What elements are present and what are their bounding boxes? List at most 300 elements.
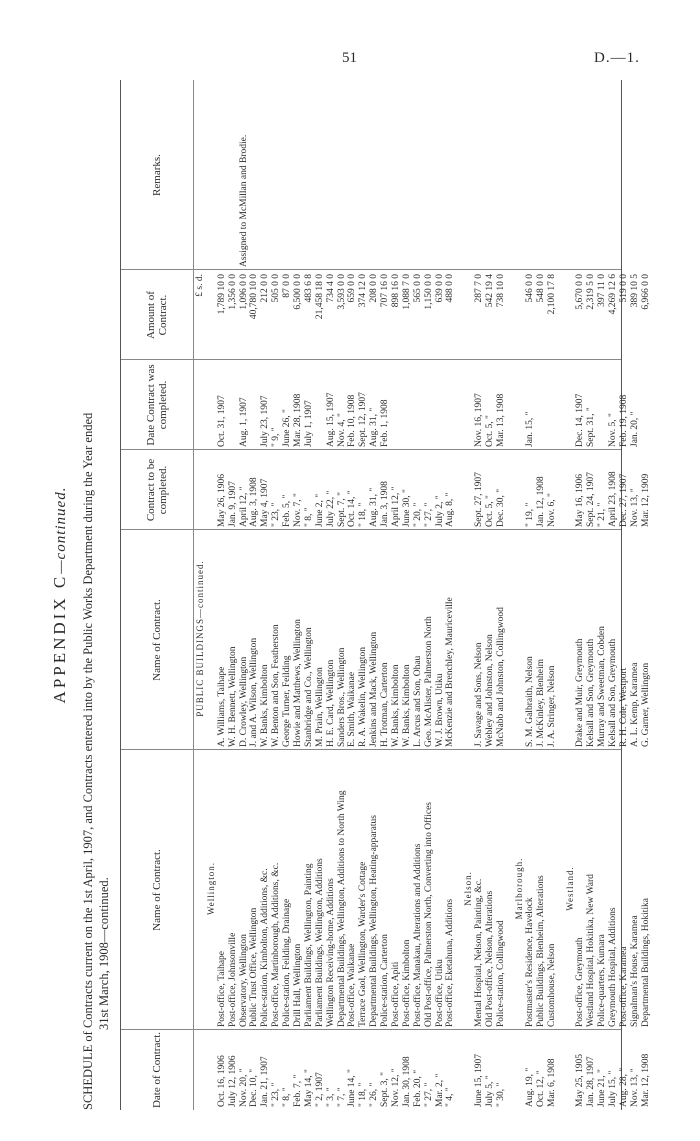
table-cell-completed: Mar. 13, 1908 (496, 393, 507, 447)
table-cell-to-complete: Oct. 14, " (347, 490, 358, 527)
table-cell-amount: 287 7 0 (474, 274, 485, 303)
table-cell-name: Police-quarters, Kumara (597, 934, 608, 1027)
table-cell-name: Wellington Receiving-home, Additions (325, 878, 336, 1027)
table-cell-completed (249, 360, 260, 450)
table-cell-contractor: J. and A. Wilson, Wellington (249, 637, 260, 747)
table-cell-amount: 1,789 10 0 (216, 274, 227, 315)
table-cell-remarks (413, 80, 424, 270)
table-cell-date: " 8, " (282, 1087, 293, 1107)
table-cell-name: Observatory, Wellington (238, 934, 249, 1027)
table-cell-completed: Sept. 12, 1907 (358, 392, 369, 447)
table-cell-to-complete: Mar. 12, 1909 (640, 473, 651, 527)
table-cell-remarks (474, 80, 485, 270)
col-amount (121, 269, 651, 360)
table-cell-amount: 548 0 0 (535, 274, 546, 303)
table-cell-amount: 639 0 0 (434, 274, 445, 303)
table-cell-remarks (217, 80, 228, 270)
table-cell-completed (536, 360, 547, 450)
table-cell-remarks (586, 80, 597, 270)
table-cell-contractor: W. H. Bennett, Wellington (227, 646, 238, 747)
table-cell-amount: 389 10 5 (629, 274, 640, 308)
table-cell-amount: 898 16 0 (391, 274, 402, 308)
table-cell-completed: Dec. 14, 1907 (575, 393, 586, 447)
col-contractor (121, 529, 651, 750)
table-cell-date: June 21, " (597, 1069, 608, 1107)
table-cell-amount: 87 0 0 (282, 274, 293, 298)
section-gap (558, 80, 565, 270)
header-name: Name of Contract. (121, 750, 194, 1030)
spacer-cell (514, 360, 525, 450)
spacer-cell (565, 530, 576, 750)
table-cell-completed: Nov. 4, " (336, 413, 347, 447)
table-cell-completed: Sept. 31, " (586, 407, 597, 447)
table-cell-name: Post-office, Kimbolton (401, 939, 412, 1027)
table-cell-completed: Aug. 1, 1907 (238, 397, 249, 447)
spacer-cell (195, 80, 206, 270)
table-cell-remarks (293, 80, 304, 270)
table-cell-date: Aug. 19, " (524, 1067, 535, 1107)
spacer-cell (514, 270, 525, 360)
table-cell-amount: 5,670 0 0 (575, 274, 586, 310)
table-cell-completed: Jan. 20, " (629, 411, 640, 447)
table-cell-to-complete: May 26, 1906 (216, 473, 227, 527)
table-cell-amount: 546 0 0 (524, 274, 535, 303)
spacer-cell (463, 360, 474, 450)
table-cell-contractor: Stanbridge and Co., Wellington (303, 627, 314, 747)
section-gap (558, 270, 565, 360)
table-cell-remarks (282, 80, 293, 270)
spacer-cell (565, 450, 576, 530)
section-heading: Wellington. (205, 861, 216, 916)
table-cell-contractor: W. Benton and Son, Featherston (271, 624, 282, 747)
table-cell-completed: Feb. 1, 1908 (380, 399, 391, 447)
section-gap (507, 360, 514, 450)
spacer-cell (195, 450, 206, 530)
table-cell-to-complete: April 12, " (238, 486, 249, 527)
table-cell-remarks (369, 80, 380, 270)
table-cell-contractor: George Turner, Feilding (282, 655, 293, 747)
table-cell-contractor: Kelsall and Son, Greymouth (586, 638, 597, 747)
table-cell-remarks (260, 80, 271, 270)
table-cell-to-complete: " 23, " (271, 502, 282, 527)
table-cell-amount: 208 0 0 (369, 274, 380, 303)
table-cell-remarks (326, 80, 337, 270)
spacer-cell (463, 530, 474, 750)
table-cell-date: " 3, " (325, 1087, 336, 1107)
table-cell-to-complete: Oct. 5, " (485, 495, 496, 527)
table-cell-contractor: W. Banks, Kimbolton (260, 664, 271, 747)
table-cell-to-complete: " 19, " (524, 502, 535, 527)
table-cell-completed: Oct. 31, 1907 (216, 395, 227, 447)
table-cell-remarks (380, 80, 391, 270)
table-cell-date: July 15, " (608, 1070, 619, 1107)
table-cell-to-complete: " 21, " (597, 502, 608, 527)
table-cell-date: " 18, " (358, 1082, 369, 1107)
table-cell-date: " 27, " (423, 1082, 434, 1107)
spacer-cell (514, 80, 525, 270)
table-cell-date: Nov. 12, " (391, 1068, 402, 1107)
spacer-cell (195, 360, 206, 450)
table-cell-to-complete: Nov. 6, " (546, 493, 557, 527)
table-cell-completed (315, 360, 326, 450)
table-cell-remarks (271, 80, 282, 270)
section-gap (558, 360, 565, 450)
table-cell-amount: 3,593 0 0 (336, 274, 347, 310)
spacer-cell (206, 80, 217, 270)
section-gap (558, 750, 565, 1030)
contractor-cells (195, 530, 659, 750)
table-cell-completed: Feb. 10, 1908 (347, 394, 358, 447)
table-cell-date: " 2, 1907 (314, 1072, 325, 1107)
spacer-cell (514, 1030, 525, 1110)
section-gap (456, 450, 463, 530)
table-cell-name: Post-office, Utiku (434, 959, 445, 1027)
table-cell-amount: 4,269 12 6 (608, 274, 619, 315)
table-cell-date: Jan. 21, 1907 (260, 1056, 271, 1107)
table-cell-date: Sept. 3, " (380, 1071, 391, 1107)
table-cell-contractor: J. McKinley, Blenheim (535, 658, 546, 747)
table-cell-name: Post-office, Manakau, Alterations and Additions (412, 843, 423, 1027)
table-cell-completed (424, 360, 435, 450)
remarks-cells (195, 80, 659, 270)
table-cell-completed (597, 360, 608, 450)
table-cell-contractor: McNabb and Johnston, Collingwood (496, 607, 507, 747)
completed-cells (195, 360, 659, 450)
table-cell-amount: 488 0 0 (445, 274, 456, 303)
table-cell-amount: 6,500 0 0 (293, 274, 304, 310)
section-gap (456, 750, 463, 1030)
table-cell-name: Parliament Buildings, Wellington, Additions (314, 858, 325, 1027)
table-cell-amount: 2,319 5 0 (586, 274, 597, 310)
spacer-cell (565, 80, 576, 270)
table-cell-to-complete: Jan. 12, 1908 (535, 476, 546, 527)
table-cell-amount: 542 19 4 (485, 274, 496, 308)
table-cell-contractor: S. M. Galbraith, Nelson (524, 656, 535, 747)
table-cell-completed (547, 360, 558, 450)
spacer-cell (206, 450, 217, 530)
section-gap (507, 80, 514, 270)
section-gap (558, 530, 565, 750)
contracts-table (120, 80, 651, 1110)
table-cell-contractor: Kelsall and Son, Greymouth (608, 638, 619, 747)
section-gap (507, 270, 514, 360)
table-cell-amount: 519 0 0 (618, 274, 629, 303)
table-cell-to-complete: Sept. 24, 1907 (586, 472, 597, 527)
section-gap (652, 1030, 659, 1110)
table-cell-amount: 6,966 0 0 (640, 274, 651, 310)
table-cell-remarks (496, 80, 507, 270)
table-cell-name: Police-station, Feilding, Drainage (282, 898, 293, 1027)
table-cell-to-complete: Aug. 31, " (369, 487, 380, 527)
table-cell-to-complete: " 18, " (358, 502, 369, 527)
table-cell-amount: 738 10 0 (496, 274, 507, 308)
table-cell-completed (228, 360, 239, 450)
table-cell-contractor: R. A. Wakelin, Wellington (358, 647, 369, 747)
appendix-title: APPENDIX (50, 595, 69, 704)
table-cell-date: Mar. 12, 1908 (640, 1053, 651, 1107)
table-cell-remarks (536, 80, 547, 270)
table-cell-amount: 2,100 17 8 (546, 274, 557, 315)
name-cells (195, 750, 659, 1030)
section-gap (652, 270, 659, 360)
table-cell-name: Departmental Buildings, Hokitika (640, 897, 651, 1027)
section-gap (456, 270, 463, 360)
schedule-title-line1: SCHEDULE of Contracts current on the 1st April, 1907, and Contracts entered into by the Public Works Department during the Year ended (81, 412, 95, 1110)
page-reference: D.—1. (594, 50, 640, 66)
table-cell-amount: 565 0 0 (412, 274, 423, 303)
table-cell-contractor: Howie and Matthews, Wellington (293, 619, 304, 747)
table-cell-completed: July 23, 1907 (260, 395, 271, 447)
table-cell-date: May 25, 1905 (575, 1053, 586, 1107)
table-cell-completed (413, 360, 424, 450)
table-cell-name: Public Buildings, Blenheim, Alterations (535, 875, 546, 1027)
table-cell-name: Police-station, Kimbolton, Additions, &c. (260, 868, 271, 1027)
table-cell-amount: 505 0 0 (271, 274, 282, 303)
section-heading: Nelson. (463, 871, 474, 906)
table-cell-remarks (445, 80, 456, 270)
table-cell-remarks (608, 80, 619, 270)
rotated-table-block (50, 80, 651, 1110)
table-cell-date: " 26, " (369, 1082, 380, 1107)
spacer-cell (206, 270, 217, 360)
table-cell-date: Nov. 13, " (629, 1068, 640, 1107)
header-completed: Date Contract was completed. (121, 360, 194, 450)
table-cell-date: Feb. 20, " (412, 1069, 423, 1107)
table-cell-remarks (337, 80, 348, 270)
table-cell-date: " 7, " (336, 1087, 347, 1107)
spacer-cell (206, 1030, 217, 1110)
table-cell-to-complete: July 2, " (434, 495, 445, 527)
table-cell-contractor: J. Savage and Sons, Nelson (474, 642, 485, 747)
table-cell-date: Aug. 28, " (618, 1067, 629, 1107)
table-cell-contractor: A. L. Kemp, Karamea (629, 662, 640, 747)
table-cell-to-complete: Dec. 30, " (496, 488, 507, 527)
table-cell-completed: Mar. 28, 1908 (293, 393, 304, 447)
spacer-cell (463, 80, 474, 270)
table-cell-date: Oct. 12, " (535, 1070, 546, 1107)
table-cell-contractor: H. Trotman, Carterton (380, 662, 391, 747)
table-cell-date: " 23, " (271, 1082, 282, 1107)
table-cell-contractor: D. Crowley, Wellington (238, 656, 249, 747)
table-cell-contractor: W. Banks, Kimbolton (401, 664, 412, 747)
spacer-cell (463, 1030, 474, 1110)
table-cell-contractor: W. J. Brown, Utiku (434, 673, 445, 747)
table-cell-amount: 397 11 0 (597, 274, 608, 307)
table-cell-completed: Jan. 15, " (524, 411, 535, 447)
table-cell-name: Customhouse, Nelson (546, 943, 557, 1027)
table-cell-name: Greymouth Hospital, Additions (608, 907, 619, 1027)
table-cell-completed (641, 360, 652, 450)
spacer-cell (463, 450, 474, 530)
section-gap (558, 1030, 565, 1110)
table-cell-to-complete: " 8, " (303, 507, 314, 527)
spacer-cell (565, 1030, 576, 1110)
table-cell-name: Departmental Buildings, Wellington, Heating-apparatus (369, 815, 380, 1027)
table-cell-contractor: H. E. Card, Wellington (325, 659, 336, 747)
table-cell-name: Old Post-office, Palmerston North, Converting into Offices (423, 802, 434, 1027)
section-gap (507, 1030, 514, 1110)
table-cell-to-complete: Jan. 9, 1907 (227, 481, 238, 527)
table-cell-name: Departmental Buildings, Wellington, Additions to North Wing (336, 790, 347, 1027)
table-cell-name: Police-station, Collingwood (496, 920, 507, 1027)
table-cell-date: Dec. 10, " (249, 1068, 260, 1107)
section-gap (652, 750, 659, 1030)
col-to-complete (121, 449, 651, 530)
table-cell-remarks (347, 80, 358, 270)
spacer-cell (206, 360, 217, 450)
table-cell-to-complete: " 27, " (423, 502, 434, 527)
table-cell-completed: Oct. 5, " (485, 415, 496, 447)
table-cell-completed: Feb. 19, 1908 (618, 394, 629, 447)
table-cell-remarks (424, 80, 435, 270)
table-cell-name: Mental Hospital, Nelson, Painting, &c. (474, 878, 485, 1027)
table-cell-date: Nov. 20, " (238, 1068, 249, 1107)
table-cell-to-complete: Nov. 13, " (629, 488, 640, 527)
table-cell-amount: 21,458 18 0 (314, 274, 325, 320)
table-cell-contractor: J. A. Stringer, Nelson (546, 665, 557, 747)
table-cell-completed (445, 360, 456, 450)
table-cell-amount: 1,356 0 0 (227, 274, 238, 310)
table-cell-date: Feb. 7, " (293, 1074, 304, 1107)
table-cell-remarks (304, 80, 315, 270)
table-cell-remarks (641, 80, 652, 270)
table-cell-date: Oct. 16, 1906 (216, 1055, 227, 1107)
table-cell-name: Parliament Buildings, Wellington, Painting (303, 863, 314, 1027)
table-cell-name: Police-station, Carterton (380, 934, 391, 1027)
section-gap (456, 80, 463, 270)
table-cell-completed: Aug. 15, 1907 (325, 392, 336, 447)
spacer-cell (195, 1030, 206, 1110)
table-cell-to-complete: Feb. 5, " (282, 494, 293, 527)
spacer-cell (206, 530, 217, 750)
header-remarks: Remarks. (121, 80, 194, 270)
table-cell-amount: 1,150 0 0 (423, 274, 434, 310)
table-cell-amount: 1,088 7 0 (401, 274, 412, 310)
section-gap (652, 450, 659, 530)
table-cell-contractor: Geo. McAlister, Palmerston North (423, 616, 434, 747)
table-cell-to-complete: July 22, " (325, 490, 336, 527)
table-cell-name: Post-office, Johnsonville (227, 932, 238, 1027)
table-cell-amount: 734 4 0 (325, 274, 336, 303)
spacer-cell (514, 530, 525, 750)
schedule-title (80, 80, 112, 1110)
table-cell-to-complete: Sept. 27, 1907 (474, 472, 485, 527)
table-cell-contractor: Sanders Bros., Wellington (336, 647, 347, 747)
table-cell-remarks (358, 80, 369, 270)
table-cell-to-complete: Dec. 27, 1907 (618, 473, 629, 527)
table-cell-to-complete: June 30, " (401, 489, 412, 527)
table-cell-date: July 5, " (485, 1075, 496, 1107)
table-cell-to-complete: Sept. 7, " (336, 491, 347, 527)
table-cell-amount: 40,780 10 0 (249, 274, 260, 320)
table-cell-to-complete: May 4, 1907 (260, 478, 271, 527)
table-cell-completed: Nov. 5, " (608, 413, 619, 447)
table-cell-name: Post-office, Apiti (391, 961, 402, 1027)
header-date: Date of Contract. (121, 1030, 194, 1110)
col-date (121, 1029, 651, 1110)
table-cell-name: Post-office, Karamea (618, 946, 629, 1027)
table-cell-amount: 707 16 0 (380, 274, 391, 308)
table-cell-date: Jan. 28, 1907 (586, 1056, 597, 1107)
table-cell-completed (402, 360, 413, 450)
table-cell-remarks (435, 80, 446, 270)
table-cell-name: Post-office, Waikanae (347, 943, 358, 1027)
spacer-cell (565, 360, 576, 450)
table-cell-completed (435, 360, 446, 450)
table-cell-to-complete: April 12, " (391, 486, 402, 527)
money-heading: £ s. d. (195, 274, 205, 297)
table-cell-name: Westland Hospital, Hokitika, New Ward (586, 874, 597, 1027)
table-cell-contractor: Murray and Sweetman, Cobden (597, 626, 608, 747)
table-cell-contractor: W. Banks, Kimbolton (391, 664, 402, 747)
table-cell-remarks (228, 80, 239, 270)
table-cell-to-complete: May 16, 1906 (575, 473, 586, 527)
col-remarks (121, 80, 621, 270)
section-gap (456, 1030, 463, 1110)
spacer-cell (514, 450, 525, 530)
section-gap (652, 80, 659, 270)
section-heading: Marlborough. (513, 857, 524, 920)
table-cell-name: Post-office, Eketahuna, Additions (445, 898, 456, 1027)
table-cell-amount: 483 6 8 (303, 274, 314, 303)
col-completed (121, 359, 640, 450)
table-cell-remarks (525, 80, 536, 270)
table-cell-remarks (630, 80, 641, 270)
table-cell-date: June 15, 1907 (474, 1053, 485, 1107)
table-cell-date: Mar. 2, " (434, 1073, 445, 1107)
table-cell-contractor: A. Williams, Taihape (216, 666, 227, 747)
table-cell-contractor: Webley and Johnston, Nelson (485, 634, 496, 747)
table-cell-remarks (547, 80, 558, 270)
table-cell-amount: 1,096 0 0 (238, 274, 249, 310)
table-cell-contractor: Jenkins and Mack, Wellington (369, 631, 380, 747)
table-cell-to-complete: Nov. 7, " (293, 493, 304, 527)
spacer-cell (195, 750, 206, 1030)
table-cell-to-complete: April 23, 1908 (608, 471, 619, 527)
spacer-cell (565, 270, 576, 360)
table-cell-remarks (249, 80, 260, 270)
section-gap (507, 530, 514, 750)
table-cell-completed: June 26, " (282, 409, 293, 447)
section-gap (456, 530, 463, 750)
table-cell-remarks (619, 80, 630, 270)
spacer-cell (463, 270, 474, 360)
section-gap (558, 450, 565, 530)
table-cell-name: Postmaster's Residence, Havelock (524, 897, 535, 1027)
table-cell-date: Jan. 30, 1908 (401, 1056, 412, 1107)
header-contractor: Name of Contract. (121, 530, 194, 750)
table-cell-to-complete: Jan. 3, 1908 (380, 481, 391, 527)
section-gap (652, 530, 659, 750)
table-cell-remarks (597, 80, 608, 270)
header-to-complete: Contract to be completed. (121, 450, 194, 530)
table-cell-remarks (391, 80, 402, 270)
table-cell-amount: 212 0 0 (260, 274, 271, 303)
table-cell-name: Old Post-office, Nelson, Alterations (485, 890, 496, 1027)
table-cell-contractor: R. H. Cole, Westport (618, 667, 629, 747)
appendix-continued: —continued. (53, 486, 69, 574)
table-cell-completed: Nov. 16, 1907 (474, 393, 485, 447)
table-cell-to-complete: Aug. 8, " (445, 492, 456, 527)
table-cell-amount: 374 12 0 (358, 274, 369, 308)
page-number: 51 (342, 50, 357, 66)
table-cell-amount: 659 0 0 (347, 274, 358, 303)
section-gap (507, 450, 514, 530)
table-cell-name: Drill Hall, Wellington (293, 943, 304, 1027)
table-cell-date: " 30, " (496, 1082, 507, 1107)
table-cell-name: Signalman's House, Karamea (629, 915, 640, 1027)
table-cell-completed: July 1, 1907 (303, 400, 314, 447)
